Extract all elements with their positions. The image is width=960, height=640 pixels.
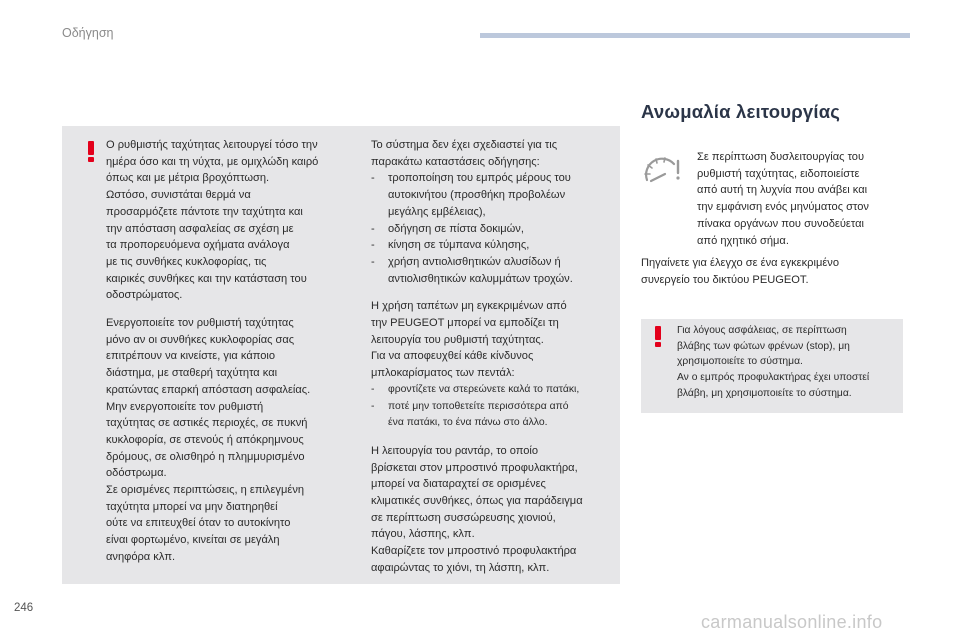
dealer-check-text: Πηγαίνετε για έλεγχο σε ένα εγκεκριμένο συνεργείο του δικτύου PEUGEOT.: [641, 257, 840, 286]
list-item: [371, 237, 617, 254]
page-number: 246: [14, 602, 34, 614]
malfunction-lamp-text: Σε περίπτωση δυσλειτουργίας του ρυθμιστή ταχύτητας, ειδοποιείστε από αυτή τη λυχνία που ανάβει και την εμφάνιση ενός μηνύματος στον πίνακα οργάνων που συνοδεύεται από ηχητικό σήμα.: [697, 151, 869, 247]
cruise-control-warning-icon: [641, 150, 687, 190]
list-item-text: τροποποίηση του εμπρός μέρους του αυτοκινήτου (προσθήκη προβολέων μεγάλης εμβέλειας),: [388, 172, 571, 218]
warning-column-right: [371, 137, 617, 577]
malfunction-title: Ανωμαλία λειτουργίας: [641, 101, 841, 122]
list-item: [371, 399, 617, 432]
safety-note-text: Για λόγους ασφάλειας, σε περίπτωση βλάβης των φώτων φρένων (stop), μη χρησιμοποιείτε το σύστημα. Αν ο εμπρός προφυλακτήρας έχει υποστεί βλάβη, μη χρησιμοποιείτε το σύστημα.: [677, 325, 870, 399]
list-item-text: κίνηση σε τύμπανα κύλησης,: [388, 239, 530, 252]
floor-mats-list: [371, 382, 617, 432]
header-bar: [480, 33, 910, 38]
list-item-text: οδήγηση σε πίστα δοκιμών,: [388, 222, 524, 235]
list-item: [371, 382, 617, 399]
activation-paragraph: Ενεργοποιείτε τον ρυθμιστή ταχύτητας μόνο αν οι συνθήκες κυκλοφορίας σας επιτρέπουν να κινείστε, για κάποιο διάστημα, με σταθερή ταχύτητα και κρατώντας επαρκή απόσταση ασφαλείας. Μην ενεργοποιείτε τον ρυθμιστή ταχύτητας σε αστικές περιοχές, σε πυκνή κυκλοφορία, σε στενούς ή απόκρημνους δρόμους, σε ολισθηρό η πλημμυρισμένο οδόστρωμα. Σε ορισμένες περιπτώσεις, η επιλεγμένη ταχύτητα μπορεί να μην διατηρηθεί ούτε να επιτευχθεί όταν το αυτοκίνητο είναι φορτωμένο, κινείται σε μεγάλη ανηφόρα κλπ.: [106, 317, 311, 563]
warning-exclamation-icon: [88, 141, 94, 161]
radar-paragraph: Η λειτουργία του ραντάρ, το οποίο βρίσκεται στον μπροστινό προφυλακτήρα, μπορεί να διαταραχτεί σε ορισμένες κλιματικές συνθήκες, όπως για παράδειγμα σε περίπτωση συσσώρευσης χιονιού, πάγου, λάσπης, κλπ. Καθαρίζετε τον μπροστινό προφυλακτήρα αφαιρώντας το χιόνι, τη λάσπη, κλπ.: [371, 444, 583, 574]
list-item-text: χρήση αντιολισθητικών αλυσίδων ή αντιολισθητικών καλυμμάτων τροχών.: [388, 255, 573, 285]
weather-paragraph: Ο ρυθμιστής ταχύτητας λειτουργεί τόσο την ημέρα όσο και τη νύχτα, με ομιχλώδη καιρό όπως και με μέτρια βροχόπτωση. Ωστόσο, συνιστάται θερμά να προσαρμόζετε πάντοτε την ταχύτητα και την απόσταση ασφαλείας σε σχέση με τα προπορευόμενα οχήματα ανάλογα με τις συνθήκες κυκλοφορίας, τις καιρικές συνθήκες και την κατάσταση του οδοστρώματος.: [106, 139, 319, 302]
list-item-text: φροντίζετε να στερεώνετε καλά το πατάκι,: [388, 383, 580, 395]
watermark: carmanualsonline.info: [701, 612, 883, 632]
floor-mats-paragraph: Η χρήση ταπέτων μη εγκεκριμένων από την PEUGEOT μπορεί να εμποδίζει τη λειτουργία του ρυθμιστή ταχύτητας. Για να αποφευχθεί κάθε κίνδυνος μπλοκαρίσματος των πεντάλ:: [371, 300, 567, 380]
list-item: [371, 170, 617, 220]
list-item: [371, 254, 617, 287]
list-item-text: ποτέ μην τοποθετείτε περισσότερα από ένα πατάκι, το ένα πάνω στο άλλο.: [388, 400, 569, 429]
warning-column-left: [106, 137, 356, 566]
section-header: Οδήγηση: [62, 26, 114, 40]
not-designed-list: [371, 170, 617, 287]
safety-exclamation-icon: [655, 326, 661, 346]
list-item: [371, 221, 617, 238]
not-designed-intro: Το σύστημα δεν έχει σχεδιαστεί για τις παρακάτω καταστάσεις οδήγησης:: [371, 139, 558, 168]
